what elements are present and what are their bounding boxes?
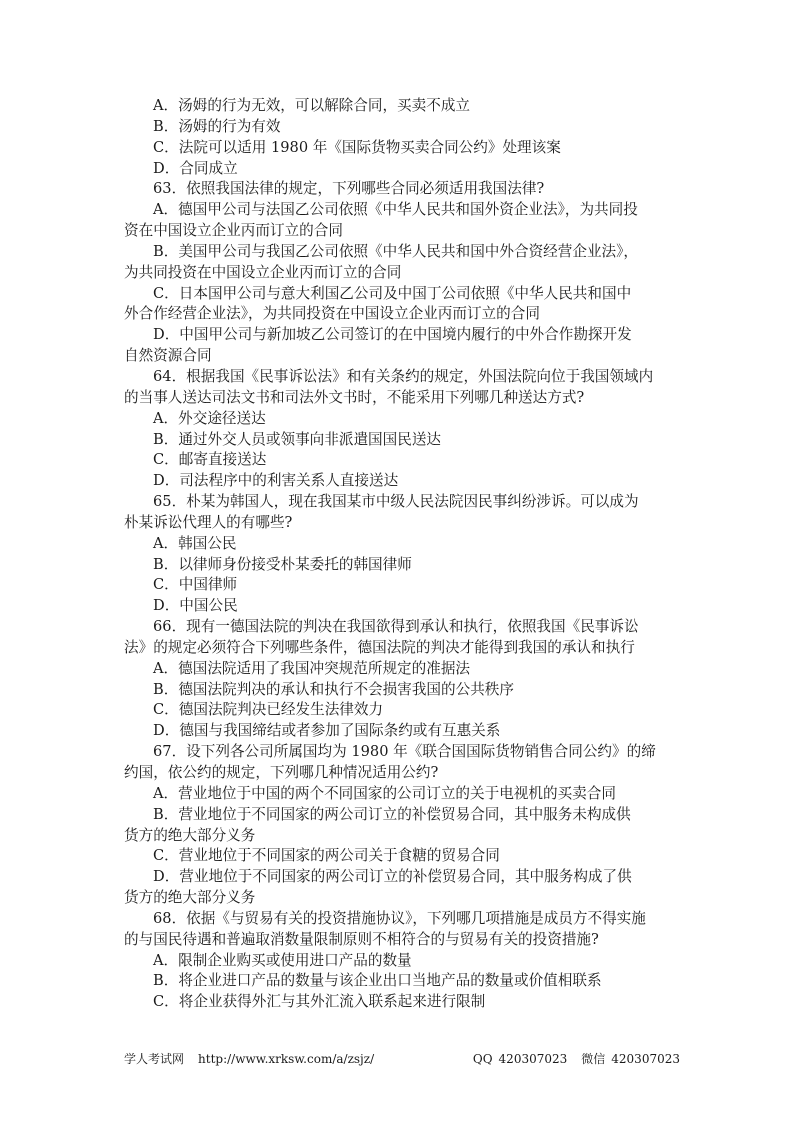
text-line: C．法院可以适用 1980 年《国际货物买卖合同公约》处理该案 (153, 138, 561, 156)
text-line: B．美国甲公司与我国乙公司依照《中华人民共和国中外合资经营企业法》， (153, 242, 639, 260)
text-line: A．德国法院适用了我国冲突规范所规定的准据法 (153, 659, 471, 677)
text-line: D．德国与我国缔结或者参加了国际条约或有互惠关系 (153, 722, 501, 740)
text-line: D．合同成立 (153, 159, 238, 177)
footer-url: http://www.xrksw.com/a/zsjz/ (198, 1052, 375, 1066)
text-line: 66．现有一德国法院的判决在我国欲得到承认和执行，依照我国《民事诉讼 (153, 618, 639, 636)
text-line: 货方的绝大部分义务 (124, 826, 256, 844)
text-line: 法》的规定必须符合下列哪些条件，德国法院的判决才能得到我国的承认和执行 (124, 638, 635, 656)
text-line: B．以律师身份接受朴某委托的韩国律师 (153, 555, 412, 573)
text-line: C．将企业获得外汇与其外汇流入联系起来进行限制 (153, 993, 486, 1011)
text-line: 67．设下列各公司所属国均为 1980 年《联合国国际货物销售合同公约》的缔 (153, 743, 656, 761)
footer-qq-number: 420307023 (498, 1052, 568, 1066)
text-line: A．韩国公民 (153, 534, 237, 552)
text-line: D．营业地位于不同国家的两公司订立的补偿贸易合同，其中服务构成了供 (153, 868, 632, 886)
text-line: C．德国法院判决已经发生法律效力 (153, 701, 384, 719)
text-line: A．外交途径送达 (153, 409, 266, 427)
text-line: 资在中国设立企业丙而订立的合同 (124, 222, 343, 240)
text-line: 约国，依公约的规定，下列哪几种情况适用公约? (124, 764, 439, 781)
text-line: 货方的绝大部分义务 (124, 889, 256, 907)
text-line: 外合作经营企业法》，为共同投资在中国设立企业丙而订立的合同 (124, 305, 540, 323)
text-line: C．中国律师 (153, 576, 238, 594)
text-line: B．营业地位于不同国家的两公司订立的补偿贸易合同，其中服务未构成供 (153, 805, 631, 823)
footer-wechat-number: 420307023 (611, 1052, 680, 1066)
text-line: 68．依据《与贸易有关的投资措施协议》，下列哪几项措施是成员方不得实施 (153, 909, 646, 927)
text-line: 的与国民待遇和普遍取消数量限制原则不相符合的与贸易有关的投资措施? (124, 930, 599, 948)
text-line: A．德国甲公司与法国乙公司依照《中华人民共和国外资企业法》，为共同投 (153, 201, 638, 219)
text-line: B．汤姆的行为有效 (153, 117, 281, 135)
footer-left (124, 1050, 374, 1067)
text-line: 的当事人送达司法文书和司法外文书时，不能采用下列哪几种送达方式? (124, 388, 585, 406)
text-line: A．限制企业购买或使用进口产品的数量 (153, 951, 412, 969)
footer-site-name: 学人考试网 (124, 1052, 185, 1066)
text-line: 为共同投资在中国设立企业丙而订立的合同 (124, 263, 402, 281)
text-line: B．德国法院判决的承认和执行不会损害我国的公共秩序 (153, 680, 514, 698)
text-line: A．汤姆的行为无效，可以解除合同，买卖不成立 (153, 97, 471, 114)
text-line: B．将企业进口产品的数量与该企业出口当地产品的数量或价值相联系 (153, 972, 602, 990)
footer-qq-label: QQ (472, 1052, 493, 1066)
text-line: C．营业地位于不同国家的两公司关于食糖的贸易合同 (153, 847, 500, 865)
footer-contact (473, 1050, 680, 1067)
text-line: D．中国公民 (153, 597, 238, 615)
text-line: 朴某诉讼代理人的有哪些? (124, 513, 293, 531)
text-line: 64．根据我国《民事诉讼法》和有关条约的规定，外国法院向位于我国领域内 (153, 367, 654, 385)
text-line: 自然资源合同 (124, 347, 212, 365)
page-footer (124, 1050, 680, 1070)
text-line: 63．依照我国法律的规定，下列哪些合同必须适用我国法律? (153, 180, 545, 198)
text-line: D．司法程序中的利害关系人直接送达 (153, 472, 399, 490)
text-line: D．中国甲公司与新加坡乙公司签订的在中国境内履行的中外合作勘探开发 (153, 326, 632, 344)
text-line: C．邮寄直接送达 (153, 451, 267, 469)
document-body (124, 96, 680, 1013)
text-line: B．通过外交人员或领事向非派遣国国民送达 (153, 430, 442, 448)
text-line: 65．朴某为韩国人，现在我国某市中级人民法院因民事纠纷涉诉。可以成为 (153, 493, 639, 511)
text-line: C．日本国甲公司与意大利国乙公司及中国丁公司依照《中华人民共和国中 (153, 284, 632, 302)
footer-wechat-label: 微信 (581, 1052, 606, 1066)
text-line: A．营业地位于中国的两个不同国家的公司订立的关于电视机的买卖合同 (153, 784, 616, 802)
